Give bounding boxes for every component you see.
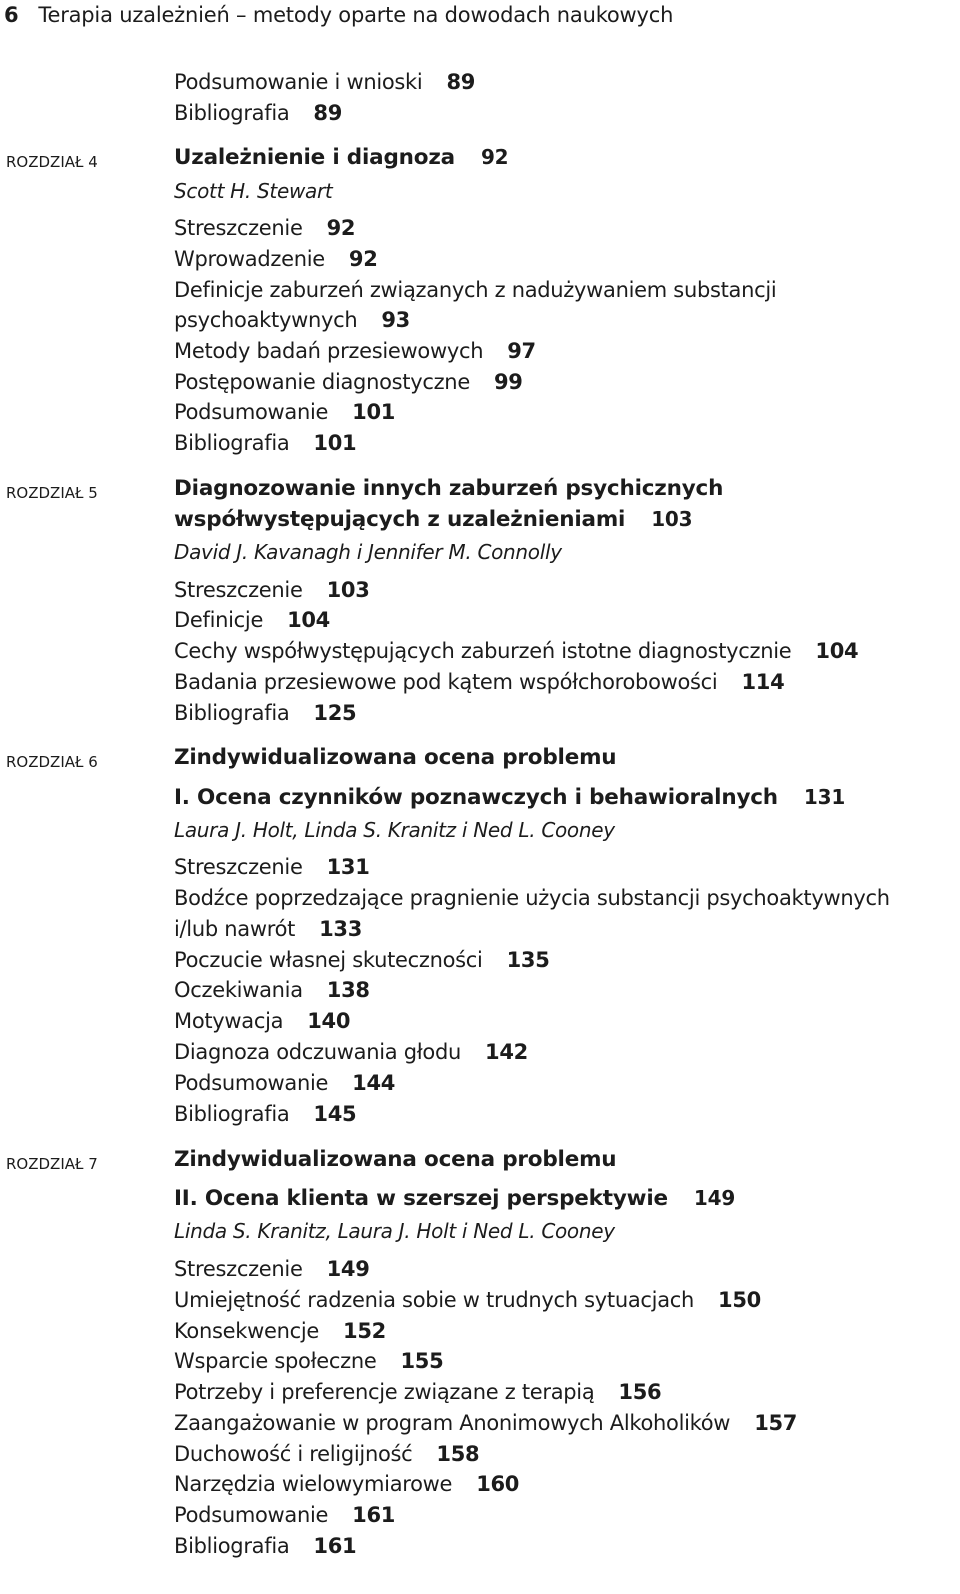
entry-title: Bibliografia: [174, 1102, 290, 1126]
toc-entry[interactable]: [174, 917, 362, 941]
entry-title: Bibliografia: [174, 1534, 290, 1558]
entry-title: Badania przesiewowe pod kątem współchorobowości: [174, 670, 718, 694]
entry-page: 97: [507, 339, 536, 363]
toc-entry[interactable]: [174, 886, 890, 910]
toc-entry[interactable]: [174, 1319, 386, 1343]
entry-title: Bibliografia: [174, 431, 290, 455]
entry-page: 135: [506, 948, 550, 972]
entry-page: 161: [313, 1534, 357, 1558]
entry-page: 157: [754, 1411, 798, 1435]
chapter-title-text: II. Ocena klienta w szerszej perspektywie: [174, 1186, 668, 1211]
chapter-label: ROZDZIAŁ 4: [6, 153, 98, 171]
toc-entry[interactable]: [174, 1009, 350, 1033]
entry-page: 104: [815, 639, 859, 663]
entry-title: i/lub nawrót: [174, 917, 296, 941]
chapter-title[interactable]: [174, 745, 616, 770]
toc-entry[interactable]: [174, 400, 395, 424]
entry-title: Zaangażowanie w program Anonimowych Alkoholików: [174, 1411, 731, 1435]
toc-entry[interactable]: [174, 978, 370, 1002]
chapter-title-text: Uzależnienie i diagnoza: [174, 145, 455, 170]
entry-title: Bibliografia: [174, 101, 290, 125]
chapter-title[interactable]: [174, 145, 508, 170]
page-number: 6: [4, 3, 19, 27]
chapter-title[interactable]: [174, 785, 845, 810]
toc-entry[interactable]: [174, 70, 475, 94]
entry-page: 155: [400, 1349, 444, 1373]
toc-entry[interactable]: [174, 1071, 395, 1095]
entry-title: Streszczenie: [174, 855, 303, 879]
chapter-title-text: Zindywidualizowana ocena problemu: [174, 745, 617, 770]
toc-entry[interactable]: [174, 1442, 479, 1466]
entry-page: 104: [287, 608, 330, 632]
entry-title: Podsumowanie i wnioski: [174, 70, 423, 94]
entry-page: 161: [352, 1503, 396, 1527]
entry-title: Bibliografia: [174, 701, 290, 725]
entry-title: psychoaktywnych: [174, 308, 358, 332]
toc-entry[interactable]: [174, 608, 330, 632]
entry-title: Duchowość i religijność: [174, 1442, 413, 1466]
chapter-title[interactable]: [174, 507, 692, 532]
entry-title: Poczucie własnej skuteczności: [174, 948, 483, 972]
toc-entry[interactable]: [174, 339, 536, 363]
chapter-page: 103: [651, 507, 693, 531]
chapter-title-text: Diagnozowanie innych zaburzeń psychicznych: [174, 476, 724, 501]
entry-page: 93: [381, 308, 410, 332]
chapter-title[interactable]: [174, 1186, 735, 1211]
entry-page: 99: [493, 370, 523, 394]
toc-entry[interactable]: [174, 247, 378, 271]
entry-title: Konsekwencje: [174, 1319, 320, 1343]
entry-page: 145: [313, 1102, 357, 1126]
toc-entry[interactable]: [174, 1503, 395, 1527]
entry-title: Umiejętność radzenia sobie w trudnych sytuacjach: [174, 1288, 695, 1312]
chapter-title-text: Zindywidualizowana ocena problemu: [174, 1147, 617, 1172]
chapter-label: ROZDZIAŁ 5: [6, 484, 98, 502]
entry-title: Oczekiwania: [174, 978, 303, 1002]
entry-title: Motywacja: [174, 1009, 284, 1033]
toc-entry[interactable]: [174, 308, 410, 332]
entry-title: Potrzeby i preferencje związane z terapią: [174, 1380, 595, 1404]
entry-title: Wsparcie społeczne: [174, 1349, 377, 1373]
entry-page: 101: [313, 431, 357, 455]
entry-title: Narzędzia wielowymiarowe: [174, 1472, 453, 1496]
entry-page: 138: [326, 978, 370, 1002]
toc-entry[interactable]: [174, 101, 342, 125]
entry-page: 131: [326, 855, 370, 879]
entry-page: 156: [618, 1380, 662, 1404]
toc-entry[interactable]: [174, 1040, 528, 1064]
entry-title: Streszczenie: [174, 578, 303, 602]
entry-page: 125: [313, 701, 357, 725]
toc-entry[interactable]: [174, 670, 784, 694]
entry-page: 152: [343, 1319, 386, 1343]
toc-entry[interactable]: [174, 1257, 370, 1281]
toc-entry[interactable]: [174, 855, 370, 879]
toc-entry[interactable]: [174, 1411, 797, 1435]
entry-title: Wprowadzenie: [174, 247, 325, 271]
chapter-page: 149: [693, 1186, 736, 1210]
chapter-title-text: I. Ocena czynników poznawczych i behawioralnych: [174, 785, 778, 810]
toc-entry[interactable]: [174, 216, 355, 240]
toc-entry[interactable]: [174, 1102, 356, 1126]
entry-title: Podsumowanie: [174, 400, 329, 424]
chapter-author: Laura J. Holt, Linda S. Kranitz i Ned L. Cooney: [174, 818, 615, 842]
entry-page: 92: [326, 216, 356, 240]
entry-title: Streszczenie: [174, 1257, 303, 1281]
toc-entry[interactable]: [174, 1472, 519, 1496]
toc-entry[interactable]: [174, 948, 550, 972]
toc-entry[interactable]: [174, 1349, 443, 1373]
running-title: Terapia uzależnień – metody oparte na dowodach naukowych: [38, 3, 674, 27]
toc-entry[interactable]: [174, 701, 356, 725]
entry-page: 133: [319, 917, 363, 941]
entry-page: 158: [436, 1442, 480, 1466]
entry-title: Postępowanie diagnostyczne: [174, 370, 470, 394]
toc-entry[interactable]: [174, 639, 858, 663]
entry-page: 89: [446, 70, 476, 94]
chapter-page: 92: [480, 145, 509, 169]
entry-title: Definicje: [174, 608, 264, 632]
chapter-label: ROZDZIAŁ 7: [6, 1155, 98, 1173]
entry-page: 160: [476, 1472, 520, 1496]
entry-page: 149: [326, 1257, 370, 1281]
entry-page: 150: [718, 1288, 761, 1312]
entry-title: Definicje zaburzeń związanych z nadużywaniem substancji: [174, 278, 777, 302]
toc-entry[interactable]: [174, 278, 776, 302]
entry-page: 142: [485, 1040, 528, 1064]
chapter-author: Linda S. Kranitz, Laura J. Holt i Ned L. Cooney: [174, 1219, 615, 1243]
toc-entry[interactable]: [174, 1288, 761, 1312]
chapter-author: Scott H. Stewart: [174, 179, 333, 203]
entry-title: Podsumowanie: [174, 1503, 329, 1527]
chapter-title[interactable]: [174, 1147, 616, 1172]
entry-title: Bodźce poprzedzające pragnienie użycia substancji psychoaktywnych: [174, 886, 890, 910]
entry-title: Cechy współwystępujących zaburzeń istotne diagnostycznie: [174, 639, 792, 663]
chapter-label: ROZDZIAŁ 6: [6, 753, 98, 771]
toc-entry[interactable]: [174, 431, 356, 455]
entry-title: Diagnoza odczuwania głodu: [174, 1040, 462, 1064]
toc-entry[interactable]: [174, 1380, 661, 1404]
entry-page: 89: [313, 101, 343, 125]
entry-page: 114: [741, 670, 785, 694]
entry-page: 140: [307, 1009, 351, 1033]
toc-entry[interactable]: [174, 578, 370, 602]
entry-page: 92: [348, 247, 378, 271]
entry-page: 103: [326, 578, 370, 602]
running-header: [4, 0, 673, 30]
entry-title: Podsumowanie: [174, 1071, 329, 1095]
chapter-author: David J. Kavanagh i Jennifer M. Connolly: [174, 540, 562, 564]
chapter-page: 131: [803, 785, 846, 809]
entry-page: 144: [352, 1071, 396, 1095]
toc-entry[interactable]: [174, 370, 523, 394]
chapter-title[interactable]: [174, 476, 723, 501]
toc-entry[interactable]: [174, 1534, 356, 1558]
entry-title: Metody badań przesiewowych: [174, 339, 484, 363]
chapter-title-text: współwystępujących z uzależnieniami: [174, 507, 626, 532]
entry-page: 101: [352, 400, 396, 424]
entry-title: Streszczenie: [174, 216, 303, 240]
